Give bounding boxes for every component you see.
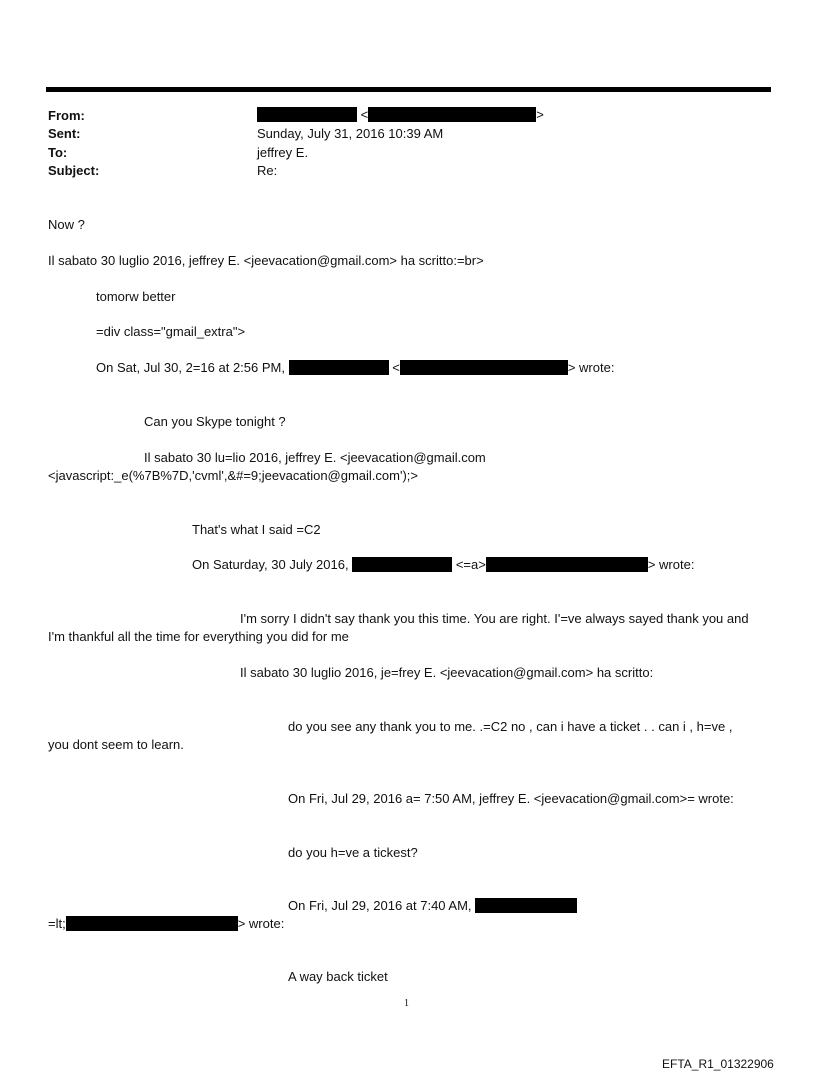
body-line (192, 557, 694, 573)
body-text: < (392, 360, 400, 375)
body-text: On Fri, Jul 29, 2016 at 7:40 AM, (288, 898, 472, 913)
body-line: Il sabato 30 luglio 2016, jeffrey E. <jeevacation@gmail.com> ha scritto:=br> (48, 253, 484, 268)
sent-value: Sunday, July 31, 2016 10:39 AM (257, 126, 444, 141)
body-line (288, 898, 577, 914)
body-text: =lt; (48, 916, 66, 931)
body-line: Now ? (48, 217, 85, 232)
body-line: Il sabato 30 luglio 2016, je=frey E. <jeevacation@gmail.com> ha scritto: (240, 665, 654, 680)
redaction-block (289, 360, 389, 375)
redaction-block (475, 898, 577, 913)
body-text: > wrote: (647, 557, 695, 572)
from-label: From: (48, 108, 85, 123)
redaction-block (257, 107, 357, 122)
body-line (48, 916, 284, 932)
from-lt: < (360, 107, 369, 122)
body-text: > wrote: (567, 360, 615, 375)
body-line: do you h=ve a tickest? (288, 845, 418, 860)
body-line (96, 360, 614, 376)
body-line: <javascript:_e(%7B%7D,'cvml',&#=9;jeevacation@gmail.com');> (48, 468, 418, 483)
body-line: That's what I said =C2 (192, 522, 321, 537)
document-id: EFTA_R1_01322906 (662, 1057, 774, 1071)
body-line: I'm sorry I didn't say thank you this time. You are right. I'=ve always sayed thank you and (240, 611, 749, 626)
from-value (257, 107, 544, 123)
body-text: > wrote: (237, 916, 285, 931)
body-text: <=a> (455, 557, 486, 572)
body-line: do you see any thank you to me. .=C2 no , can i have a ticket . . can i , h=ve , (288, 719, 733, 734)
to-value: jeffrey E. (257, 145, 309, 160)
redaction-block (486, 557, 648, 572)
page-number: 1 (404, 998, 409, 1009)
subject-label: Subject: (48, 163, 100, 178)
body-text: On Sat, Jul 30, 2=16 at 2:56 PM, (96, 360, 285, 375)
body-text: On Saturday, 30 July 2016, (192, 557, 349, 572)
body-line: you dont seem to learn. (48, 737, 184, 752)
body-line: Can you Skype tonight ? (144, 414, 286, 429)
to-label: To: (48, 145, 68, 160)
body-line: On Fri, Jul 29, 2016 a= 7:50 AM, jeffrey E. <jeevacation@gmail.com>= wrote: (288, 791, 734, 806)
redaction-block (400, 360, 568, 375)
body-line: =div class="gmail_extra"> (96, 324, 246, 339)
sent-label: Sent: (48, 126, 81, 141)
subject-value: Re: (257, 163, 278, 178)
from-gt: > (536, 107, 544, 122)
body-line: Il sabato 30 lu=lio 2016, jeffrey E. <jeevacation@gmail.com (144, 450, 486, 465)
body-line: tomorw better (96, 289, 176, 304)
body-line: I'm thankful all the time for everything you did for me (48, 629, 349, 644)
body-line: A way back ticket (288, 969, 388, 984)
redaction-block (352, 557, 452, 572)
redaction-block (368, 107, 536, 122)
header-rule (46, 87, 771, 92)
redaction-block (66, 916, 238, 931)
